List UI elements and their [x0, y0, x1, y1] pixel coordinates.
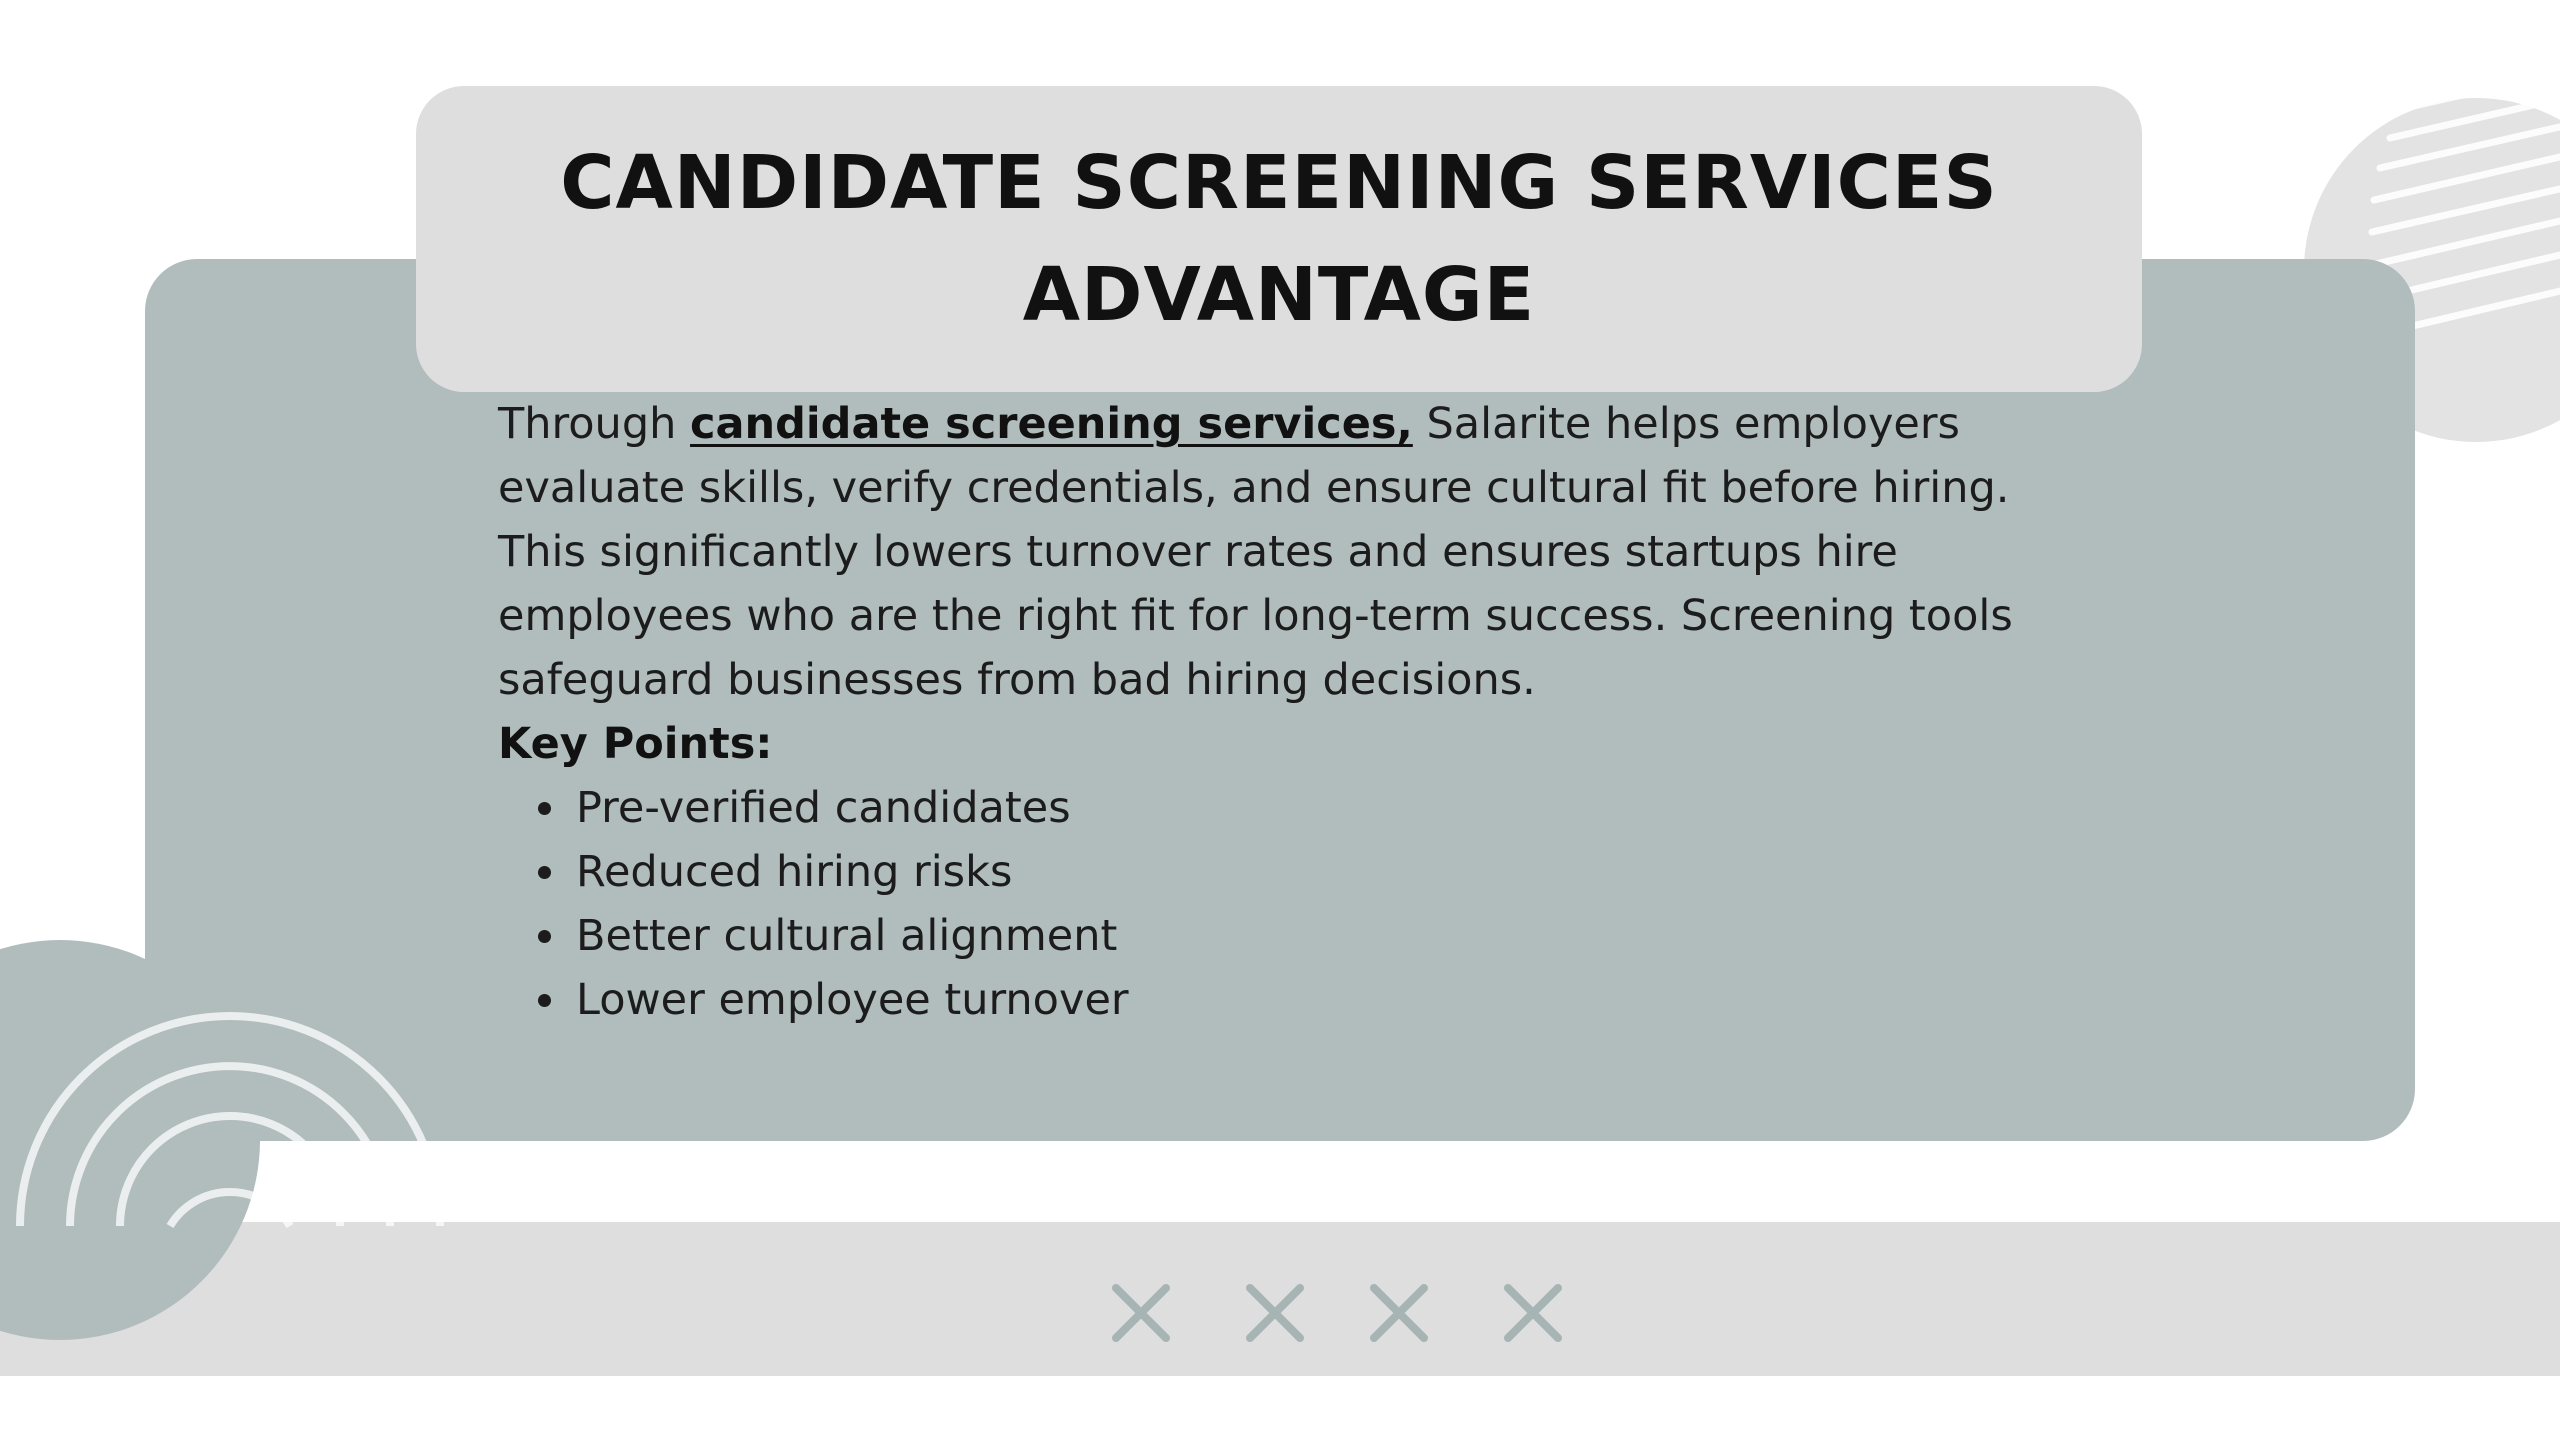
decorative-arcs — [0, 990, 460, 1230]
slide-content — [498, 392, 2058, 1032]
bullet-icon — [538, 802, 551, 815]
key-point-text: Pre-verified candidates — [576, 783, 1071, 833]
bullet-icon — [538, 930, 551, 943]
title-box — [416, 86, 2142, 392]
x-icon — [1368, 1282, 1430, 1344]
key-points-heading: Key Points: — [498, 719, 773, 769]
list-item — [576, 968, 2058, 1032]
key-points-list — [498, 776, 2058, 1032]
key-point-text: Better cultural alignment — [576, 911, 1118, 961]
candidate-screening-link[interactable]: candidate screening services, — [690, 399, 1413, 449]
list-item — [576, 904, 2058, 968]
slide-title-line-1: CANDIDATE SCREENING SERVICES — [560, 140, 1998, 226]
bullet-icon — [538, 994, 551, 1007]
list-item — [576, 776, 2058, 840]
slide-title — [560, 127, 1998, 351]
x-icon — [1244, 1282, 1306, 1344]
intro-rest: Salarite helps employers evaluate skills, verify credentials, and ensure cultural fit before hiring. This significantly lowers turnover rates and ensures startups hire employees who are the right fit for long-term success. Screening tools safeguard businesses from bad hiring decisions. — [498, 399, 2013, 705]
list-item — [576, 840, 2058, 904]
intro-paragraph — [498, 392, 2058, 712]
slide-title-line-2: ADVANTAGE — [1022, 252, 1536, 338]
decorative-crosses — [1100, 1282, 1580, 1346]
x-icon — [1110, 1282, 1172, 1344]
x-icon — [1502, 1282, 1564, 1344]
bullet-icon — [538, 866, 551, 879]
key-point-text: Reduced hiring risks — [576, 847, 1013, 897]
intro-prefix: Through — [498, 399, 691, 449]
key-point-text: Lower employee turnover — [576, 975, 1129, 1025]
